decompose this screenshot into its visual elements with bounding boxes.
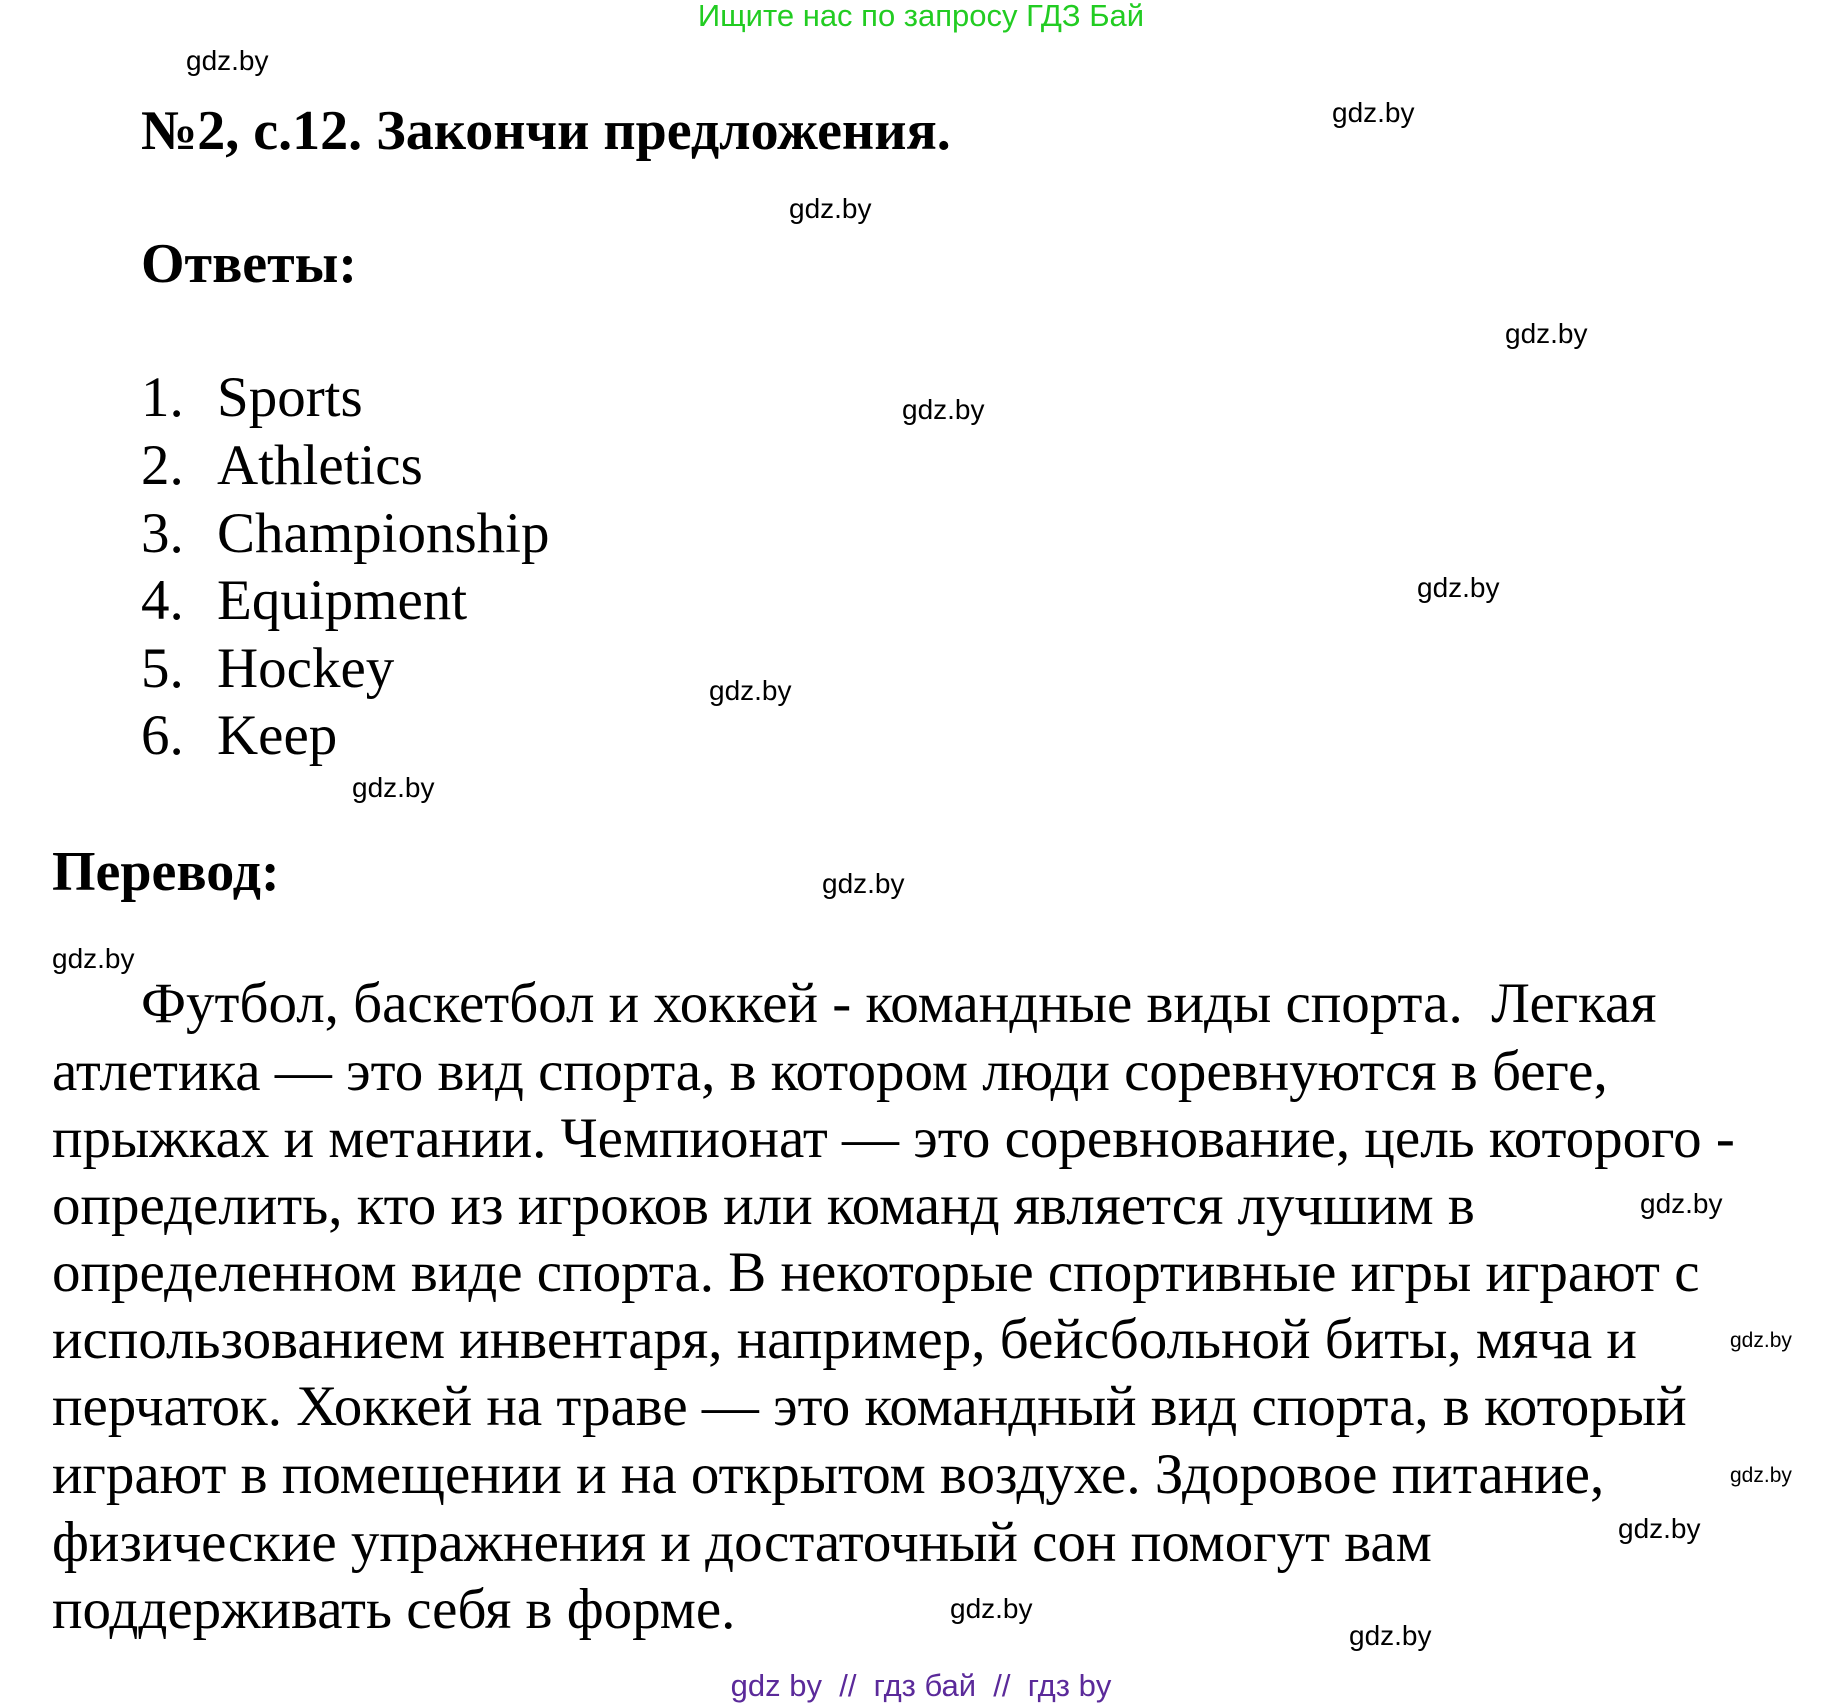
watermark: gdz.by: [1730, 1464, 1792, 1487]
watermark: gdz.by: [902, 394, 985, 425]
answer-text: Equipment: [217, 569, 468, 632]
translation-line: играют в помещении и на открытом воздухе. Здоровое питание,: [52, 1443, 1605, 1506]
watermark: gdz.by: [1618, 1513, 1701, 1544]
translation-line: поддерживать себя в форме.: [52, 1578, 736, 1641]
answer-number: 2.: [141, 434, 184, 497]
answer-text: Hockey: [217, 637, 395, 700]
answer-text: Keep: [217, 704, 338, 767]
watermark: gdz.by: [709, 675, 792, 706]
translation-line: перчаток. Хоккей на траве — это командный вид спорта, в который: [52, 1375, 1687, 1438]
answer-number: 3.: [141, 502, 184, 565]
answers-heading: Ответы:: [141, 233, 358, 295]
watermark: gdz.by: [1640, 1188, 1723, 1219]
answer-text: Sports: [217, 366, 363, 429]
translation-line: Футбол, баскетбол и хоккей - командные виды спорта. Легкая: [141, 972, 1657, 1035]
answer-number: 1.: [141, 366, 184, 429]
answer-number: 5.: [141, 637, 184, 700]
watermark: gdz.by: [1417, 572, 1500, 603]
watermark: gdz.by: [1505, 318, 1588, 349]
translation-line: физические упражнения и достаточный сон помогут вам: [52, 1511, 1432, 1574]
watermark: gdz.by: [789, 193, 872, 224]
watermark: gdz.by: [186, 45, 269, 76]
watermark: gdz.by: [950, 1593, 1033, 1624]
translation-line: определить, кто из игроков или команд является лучшим в: [52, 1174, 1475, 1237]
search-banner: Ищите нас по запросу ГДЗ Бай: [697, 0, 1145, 33]
translation-heading: Перевод:: [52, 841, 280, 903]
footer-banner: gdz by // гдз бай // гдз by: [730, 1668, 1112, 1703]
answer-number: 6.: [141, 704, 184, 767]
translation-line: определенном виде спорта. В некоторые спортивные игры играют с: [52, 1241, 1700, 1304]
watermark: gdz.by: [1332, 97, 1415, 128]
watermark: gdz.by: [352, 772, 435, 803]
answer-text: Championship: [217, 502, 550, 565]
page-title: №2, с.12. Закончи предложения.: [141, 100, 951, 162]
answer-number: 4.: [141, 569, 184, 632]
translation-line: использованием инвентаря, например, бейсбольной биты, мяча и: [52, 1308, 1637, 1371]
translation-line: прыжках и метании. Чемпионат — это соревнование, цель которого -: [52, 1107, 1735, 1170]
watermark: gdz.by: [1730, 1329, 1792, 1352]
watermark: gdz.by: [1349, 1620, 1432, 1651]
watermark: gdz.by: [822, 868, 905, 899]
watermark: gdz.by: [52, 943, 135, 974]
translation-line: атлетика — это вид спорта, в котором люди соревнуются в беге,: [52, 1040, 1608, 1103]
answer-text: Athletics: [217, 434, 423, 497]
